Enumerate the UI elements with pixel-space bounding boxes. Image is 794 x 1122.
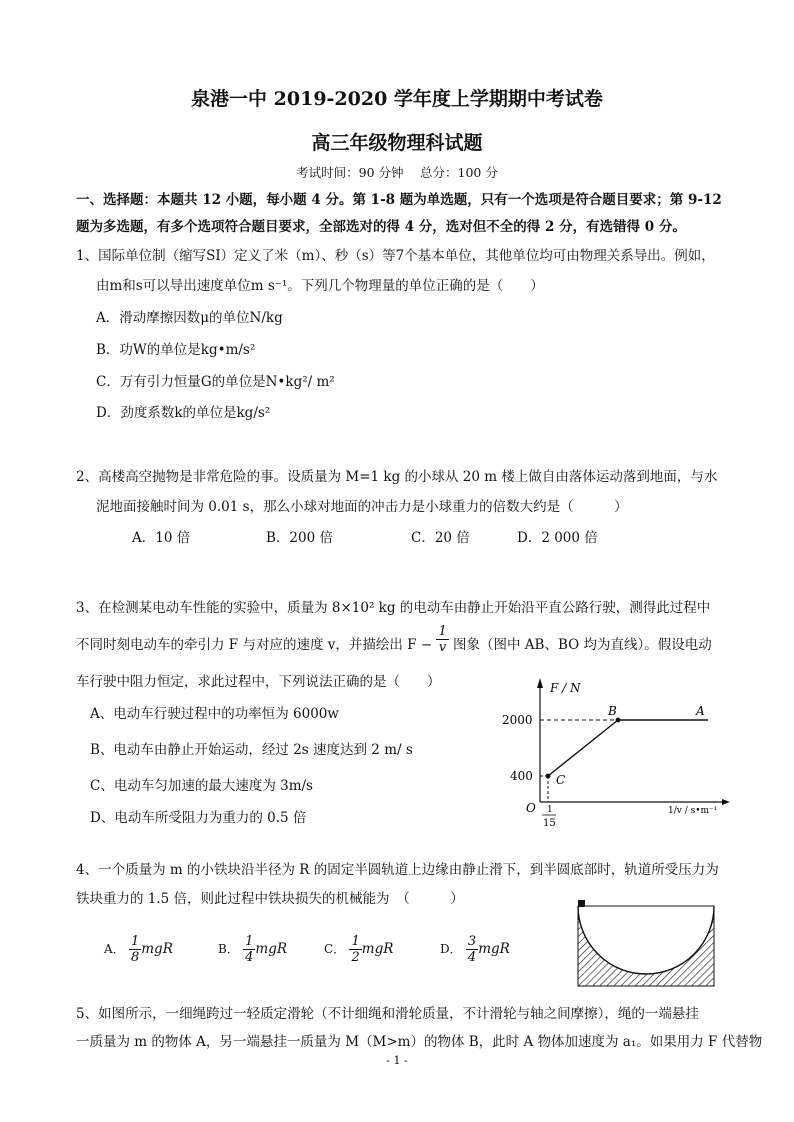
point-c-dot [546,774,551,779]
q1-option-a: A．滑动摩擦因数μ的单位N/kg [96,310,283,326]
iron-block [578,900,585,907]
q4-option-d-fraction [466,934,478,965]
x-axis-label: 1/v / s•m⁻¹ [668,806,718,816]
q4-stem-line1: 4、一个质量为 m 的小铁块沿半径为 R 的固定半圆轨道上边缘由静止滑下，到半圆底部时，轨道所受压力为 [76,862,719,878]
q4-option-d-letter: D． [440,942,462,956]
q3-option-b: B、电动车由静止开始运动，经过 2s 速度达到 2 m/ s [90,742,413,758]
section-instructions-line2: 题为多选题，有多个选项符合题目要求，全部选对的得 4 分，选对但不全的得 2 分，有选错得 0 分。 [76,219,686,235]
section-instructions-line1: 一、选择题：本题共 12 小题，每小题 4 分。第 1-8 题为单选题，只有一个选项是符合题目要求；第 9-12 [76,192,722,208]
q2-stem-line1: 2、高楼高空抛物是非常危险的事。设质量为 M=1 kg 的小球从 20 m 楼上做自由落体运动落到地面，与水 [76,469,718,485]
q4-stem-line2: 铁块重力的 1.5 倍，则此过程中铁块损失的机械能为 （ ） [76,891,464,907]
q4-option-b [218,920,287,965]
q4-option-c-num: 1 [351,934,360,949]
q4-option-c-letter: C． [324,942,346,956]
q4-option-b-letter: B． [218,942,239,956]
q4-option-c-den: 2 [351,950,360,965]
q3-force-velocity-graph [500,672,730,832]
x-axis-arrow [722,799,730,805]
page-number: - 1 - [386,1054,408,1067]
q3-fraction-denominator: v [438,640,447,655]
q1-option-b: B．功W的单位是kg•m/s² [96,342,256,358]
q2-option-a: A．10 倍 [132,530,191,546]
q3-fraction [436,624,448,655]
q4-option-c-expr: mgR [361,941,394,957]
q5-stem-line2: 一质量为 m 的物体 A，另一端悬挂一质量为 M（M>m）的物体 B，此时 A 物体加速度为 a₁。如果用力 F 代替物 [76,1034,763,1050]
q4-option-a-den: 8 [130,950,140,965]
y-tick-2000: 2000 [502,713,533,727]
q3-fraction-numerator: 1 [438,624,447,639]
q1-stem-line1: 1、国际单位制（缩写SI）定义了米（m）、秒（s）等7个基本单位，其他单位均可由物理关系导出。例如， [76,248,715,264]
exam-subtitle: 高三年级物理科试题 [311,132,483,154]
y-axis-label: F / N [550,681,581,695]
q4-option-a [104,920,173,965]
exam-title: 泉港一中 2019-2020 学年度上学期期中考试卷 [191,88,603,110]
q4-option-b-fraction [243,934,255,965]
point-a-label: A [696,704,705,718]
q1-stem-line2: 由m和s可以导出速度单位m s⁻¹。下列几个物理量的单位正确的是（ ） [96,278,544,294]
q4-option-b-expr: mgR [255,941,288,957]
q1-option-c: C．万有引力恒量G的单位是N•kg²/ m² [96,374,335,390]
q4-option-c [324,920,393,965]
q3-stem-line2-a: 不同时刻电动车的牵引力 F 与对应的速度 v，并描绘出 F − [76,637,433,653]
q3-stem-line1: 3、在检测某电动车性能的实验中，质量为 8×10² kg 的电动车由静止开始沿平直公路行驶，测得此过程中 [76,600,711,616]
point-b-label: B [608,704,617,718]
q4-option-a-expr: mgR [141,941,173,957]
q4-option-b-den: 4 [245,950,254,965]
q1-option-d: D．劲度系数k的单位是kg/s² [96,405,271,421]
q3-option-c: C、电动车匀加速的最大速度为 3m/s [90,778,313,794]
y-tick-400: 400 [510,769,533,783]
q4-option-a-num: 1 [130,934,140,949]
q4-option-a-fraction [129,934,141,965]
q2-stem-line2: 泥地面接触时间为 0.01 s，那么小球对地面的冲击力是小球重力的倍数大约是（ ） [96,499,628,515]
q4-option-a-letter: A． [104,942,125,956]
q5-stem-line1: 5、如图所示，一细绳跨过一轻质定滑轮（不计细绳和滑轮质量，不计滑轮与轴之间摩擦），绳的一端悬挂 [76,1006,699,1022]
q3-stem-line2 [76,624,712,655]
q3-option-a: A、电动车行驶过程中的功率恒为 6000w [90,706,339,722]
origin-label: O [526,801,536,815]
q3-option-d: D、电动车所受阻力为重力的 0.5 倍 [90,810,307,826]
q4-option-d [440,920,510,965]
q4-semicircle-track-figure [574,898,718,990]
y-axis-arrow [537,678,543,688]
exam-meta: 考试时间：90 分钟 总分：100 分 [296,165,498,180]
point-b-dot [616,718,621,723]
q3-stem-line3: 车行驶中阻力恒定，求此过程中，下列说法正确的是（ ） [76,674,441,690]
x-tick-numerator: 1 [547,805,553,815]
q4-option-d-den: 4 [467,950,477,965]
x-tick-denominator: 15 [543,818,556,829]
line-bc [548,720,618,776]
q2-option-b: B．200 倍 [266,530,333,546]
q2-option-c: C．20 倍 [411,530,470,546]
q4-option-d-num: 3 [467,934,477,949]
q4-option-b-num: 1 [245,934,254,949]
q4-option-c-fraction [349,934,361,965]
q3-stem-line2-b: 图象（图中 AB、BO 均为直线）。假设电动 [453,637,712,653]
q4-option-d-expr: mgR [478,941,510,957]
point-c-label: C [556,773,566,787]
q2-option-d: D．2 000 倍 [517,530,598,546]
